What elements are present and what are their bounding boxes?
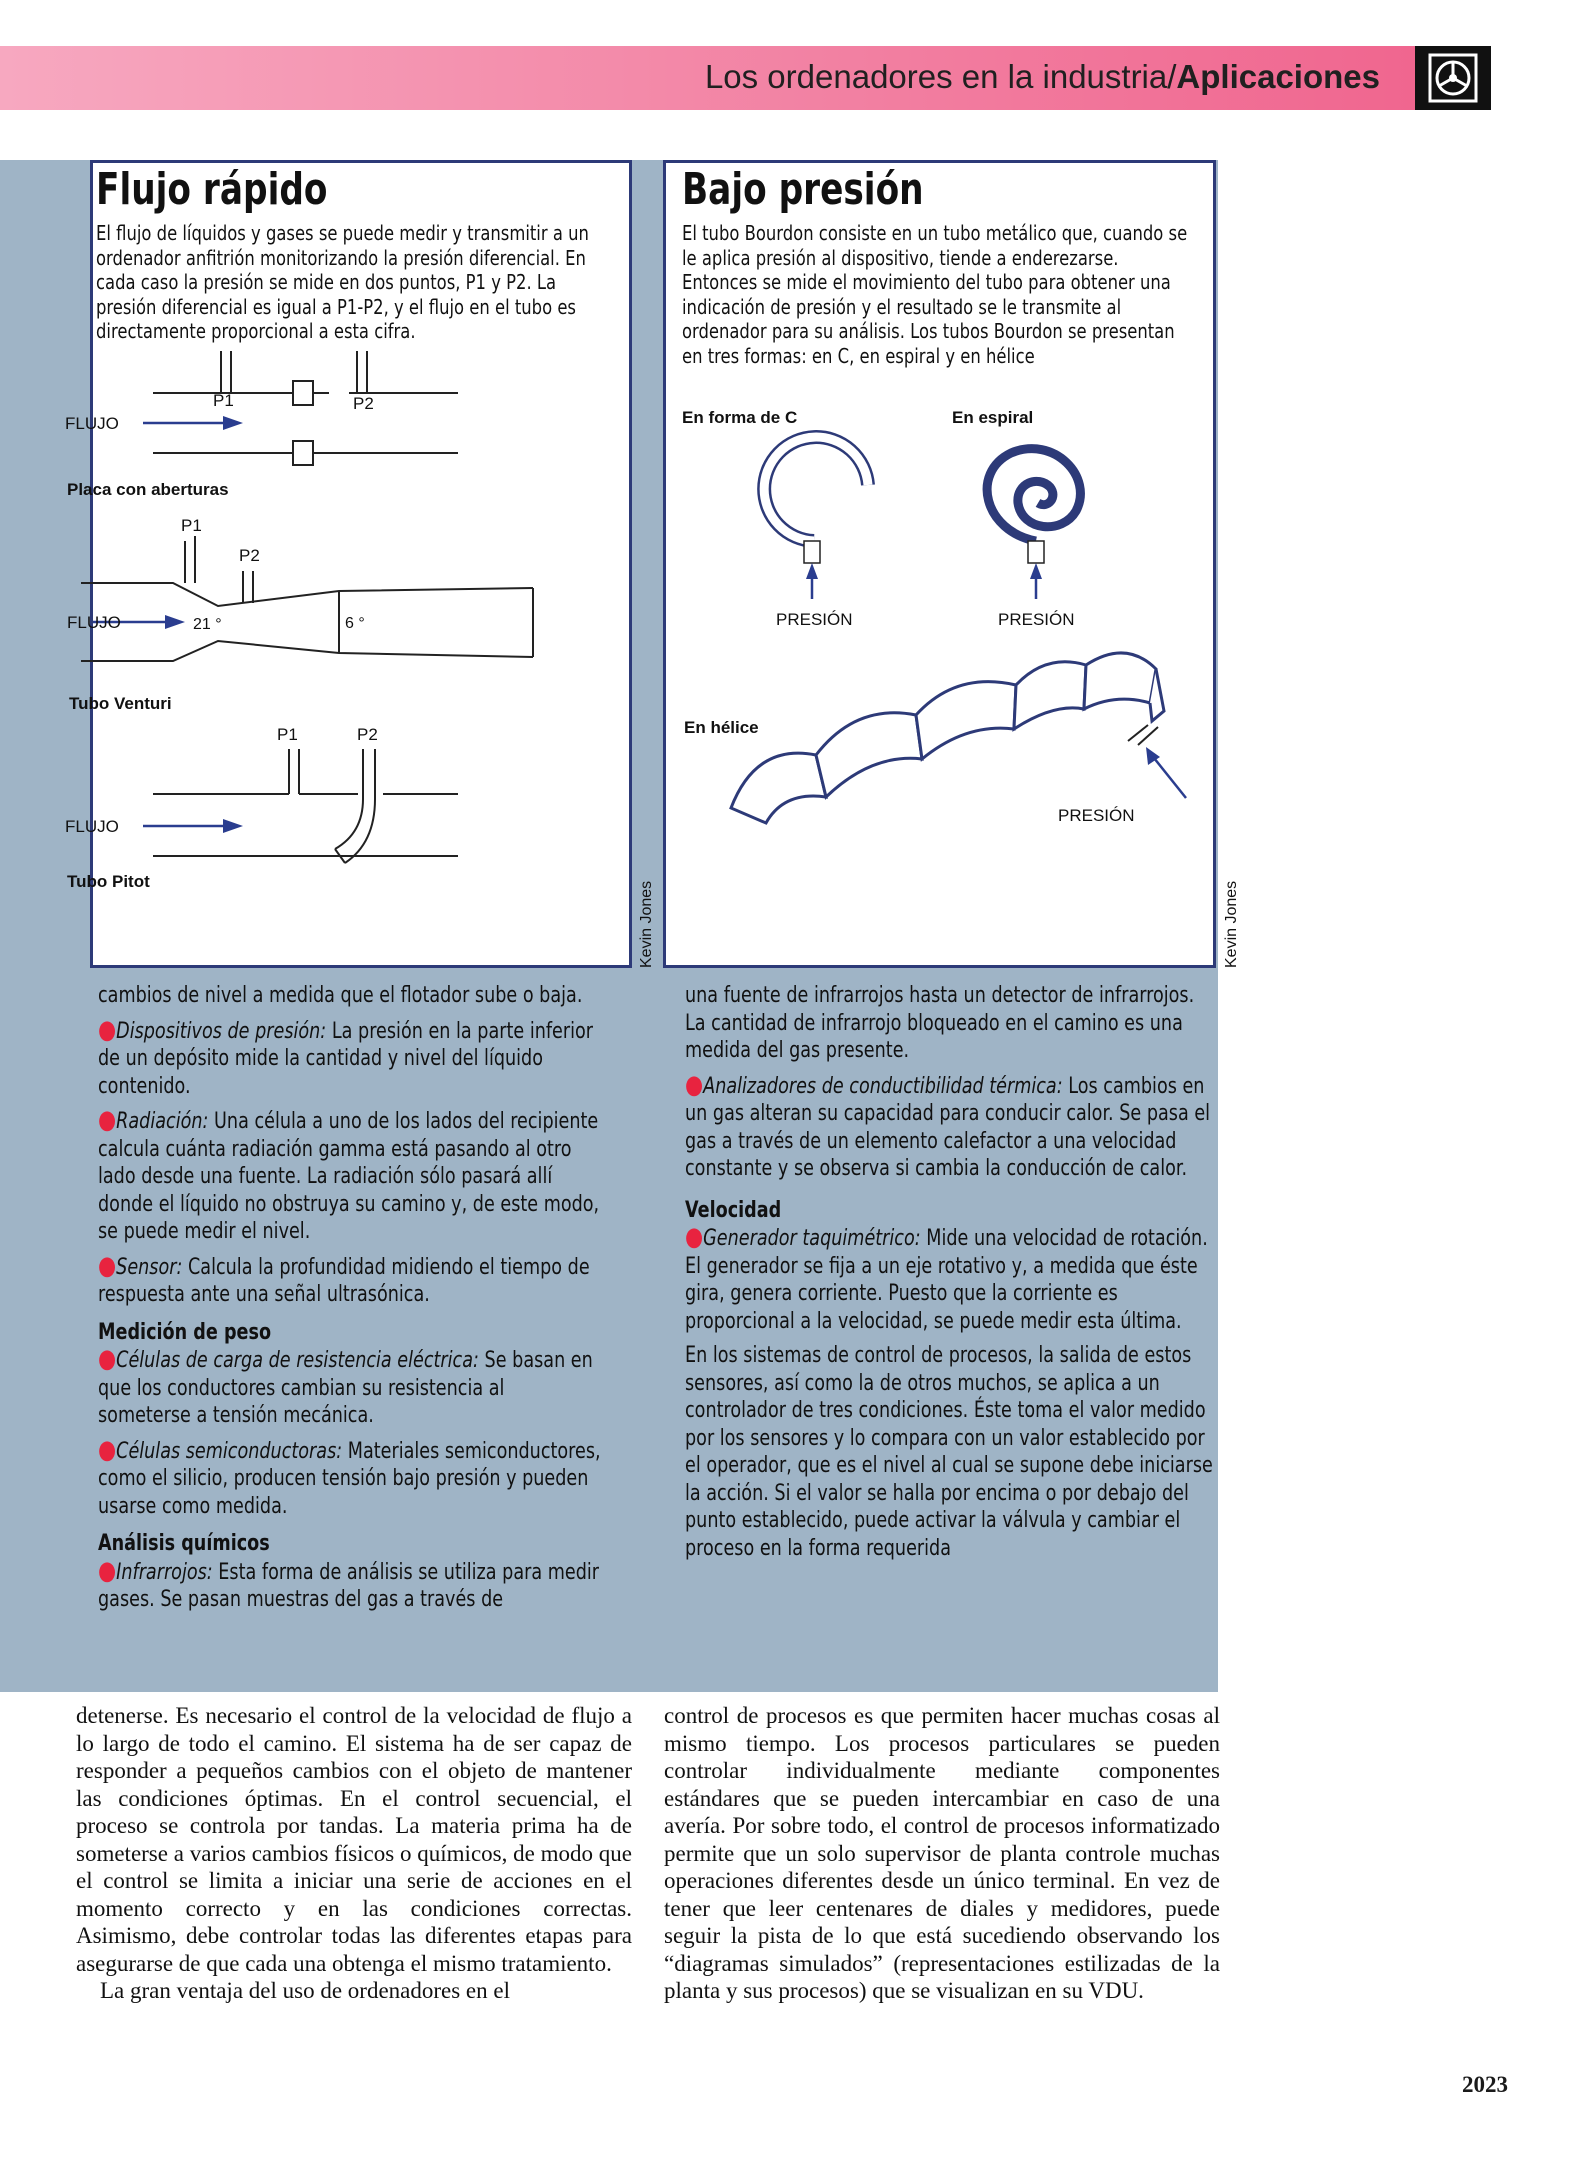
bullet-icon: ● bbox=[98, 1105, 117, 1135]
spiral-pressure: PRESIÓN bbox=[998, 610, 1075, 629]
pressure-box-body: El tubo Bourdon consiste en un tubo metálico que, cuando se le aplica presión al dispositivo, tiende a enderezarse. Entonces se mide el movimiento del tubo para obtener una indicación de presión y el resultado se le transmite al ordenador para su análisis. Los tubos Bourdon se presentan en tres formas: en C, en espiral y en hélice bbox=[682, 221, 1188, 368]
item-text: Calcula la profundidad midiendo el tiempo de respuesta ante una señal ultrasónica. bbox=[98, 1254, 590, 1307]
panel-left-column bbox=[98, 982, 602, 1621]
page-number: 2023 bbox=[1462, 2072, 1508, 2097]
flow-box-body: El flujo de líquidos y gases se puede medir y transmitir a un ordenador anfitrión monitorizando la presión diferencial. En cada caso la presión se mide en dos puntos, P1 y P2. La presión diferencial es igual a P1-P2, y el flujo en el tubo es directamente proporcional a esta cifra. bbox=[96, 221, 589, 344]
item-term: Células semiconductoras: bbox=[116, 1438, 343, 1464]
bullet-icon: ● bbox=[98, 1344, 117, 1374]
spiral-caption: En espiral bbox=[952, 408, 1034, 427]
list-item bbox=[98, 1014, 602, 1101]
item-term: Infrarrojos: bbox=[116, 1559, 213, 1585]
item-term: Radiación: bbox=[116, 1109, 209, 1134]
list-item bbox=[98, 1250, 602, 1309]
venturi-caption: Tubo Venturi bbox=[69, 694, 172, 713]
list-item bbox=[98, 1555, 602, 1614]
body-column-right bbox=[664, 1702, 1220, 2005]
section-category: Aplicaciones bbox=[1176, 58, 1380, 95]
panel-left-intro: cambios de nivel a medida que el flotador sube o baja. bbox=[98, 983, 583, 1008]
bourdon-diagrams bbox=[666, 403, 1213, 923]
speed-heading: Velocidad bbox=[685, 1197, 782, 1223]
right-box-credit: Kevin Jones bbox=[1223, 880, 1240, 968]
section-header bbox=[705, 58, 1380, 96]
orifice-p1: P1 bbox=[213, 391, 234, 410]
item-term: Sensor: bbox=[116, 1254, 183, 1280]
panel-right-intro: una fuente de infrarrojos hasta un detector de infrarrojos. La cantidad de infrarrojo bloqueado en el camino es una medida del gas presente. bbox=[685, 983, 1195, 1063]
bullet-icon: ● bbox=[98, 1555, 117, 1586]
item-text: Esta forma de análisis se utiliza para medir gases. Se pasan muestras del gas a través de bbox=[98, 1559, 599, 1612]
list-item bbox=[98, 1434, 602, 1521]
bullet-icon: ● bbox=[98, 1250, 117, 1281]
orifice-p2: P2 bbox=[353, 394, 374, 413]
item-term: Dispositivos de presión: bbox=[116, 1018, 327, 1044]
item-term: Generador taquimétrico: bbox=[703, 1226, 921, 1251]
pressure-box bbox=[663, 160, 1216, 968]
orifice-diagram bbox=[143, 351, 458, 465]
flow-box bbox=[65, 160, 632, 968]
list-item bbox=[98, 1107, 602, 1246]
item-text: Mide una velocidad de rotación. El generador se fija a un eje rotativo y, a medida que éste gira, genera corriente. Puesto que la corriente es proporcional a la velocidad, se puede medir esta última. bbox=[685, 1226, 1208, 1334]
bullet-icon: ● bbox=[98, 1434, 117, 1465]
helix-tube bbox=[731, 653, 1164, 823]
bullet-icon: ● bbox=[685, 1069, 704, 1100]
list-item bbox=[98, 1346, 602, 1430]
item-text: Materiales semiconductores, como el silicio, producen tensión bajo presión y pueden usarse como medida. bbox=[98, 1438, 601, 1519]
spiral-tube bbox=[987, 449, 1080, 563]
bullet-icon: ● bbox=[98, 1014, 117, 1045]
body-paragraph: La gran ventaja del uso de ordenadores en el bbox=[100, 1978, 510, 2003]
venturi-p2: P2 bbox=[239, 546, 260, 565]
list-item bbox=[685, 1069, 1213, 1183]
helix-caption: En hélice bbox=[684, 718, 759, 737]
body-paragraph: control de procesos es que permiten hacer muchas cosas al mismo tiempo. Los procesos particulares se pueden controlar individualmente mediante componentes estándares que se pueden intercambiar en caso de una avería. Por sobre todo, el control de procesos informatizado permite que un solo supervisor de planta controle muchas operaciones diferentes desde un único terminal. En vez de tener que leer centenares de diales y medidores, puede seguir la pista de lo que está sucediendo observando los “diagramas simulados” (representaciones estilizadas de la planta y sus procesos) que se visualizan en su VDU. bbox=[664, 1703, 1220, 2003]
flow-box-title: Flujo rápido bbox=[96, 164, 328, 215]
c-shape-caption: En forma de C bbox=[682, 408, 798, 427]
c-shape-tube bbox=[764, 437, 868, 563]
list-item bbox=[685, 1224, 1213, 1335]
steering-wheel-icon bbox=[1427, 52, 1479, 104]
bullet-icon: ● bbox=[685, 1222, 704, 1252]
orifice-flow-label: FLUJO bbox=[65, 414, 119, 433]
item-text: Los cambios en un gas alteran su capacidad para conducir calor. Se pasa el gas a través de un elemento calefactor a una velocidad constante y se observa si cambia la conducción de calor. bbox=[685, 1073, 1211, 1181]
pitot-diagram bbox=[143, 749, 458, 863]
pressure-box-title: Bajo presión bbox=[682, 164, 924, 215]
series-logo bbox=[1415, 46, 1491, 110]
venturi-diagram bbox=[81, 536, 533, 661]
venturi-angle-out: 6 ° bbox=[345, 615, 365, 632]
pitot-flow-label: FLUJO bbox=[65, 817, 119, 836]
helix-pressure: PRESIÓN bbox=[1058, 806, 1135, 825]
venturi-flow-label: FLUJO bbox=[67, 613, 121, 632]
flow-diagrams bbox=[65, 371, 629, 931]
orifice-caption: Placa con aberturas bbox=[67, 480, 229, 499]
pitot-p2: P2 bbox=[357, 725, 378, 744]
pitot-caption: Tubo Pitot bbox=[67, 872, 150, 891]
panel-right-closing: En los sistemas de control de procesos, la salida de estos sensores, así como la de otros muchos, se aplica a un controlador de tres condiciones. Éste toma el valor medido por los sensores y lo compara con un valor establecido por el operador, que es el nivel al cual se supone debe iniciarse la acción. Si el valor se halla por encima o por debajo del punto establecido, puede activar la válvula y cambiar el proceso en la forma requerida bbox=[685, 1343, 1213, 1561]
venturi-angle-in: 21 ° bbox=[193, 616, 222, 633]
weight-heading: Medición de peso bbox=[98, 1319, 272, 1345]
item-text: La presión en la parte inferior de un depósito mide la cantidad y nivel del líquido contenido. bbox=[98, 1018, 594, 1099]
item-text: Una célula a uno de los lados del recipiente calcula cuánta radiación gamma está pasando al otro lado desde una fuente. La radiación sólo pasará allí donde el líquido no obstruya su camino y, de este modo, se puede medir el nivel. bbox=[98, 1109, 600, 1244]
pitot-p1: P1 bbox=[277, 725, 298, 744]
c-shape-pressure: PRESIÓN bbox=[776, 610, 853, 629]
item-term: Analizadores de conductibilidad térmica: bbox=[703, 1073, 1063, 1099]
venturi-p1: P1 bbox=[181, 516, 202, 535]
body-column-left bbox=[76, 1702, 632, 2005]
section-title: Los ordenadores en la industria/ bbox=[704, 58, 1177, 95]
body-paragraph: detenerse. Es necesario el control de la velocidad de flujo a lo largo de todo el camino. El sistema ha de ser capaz de responder a pequeños cambios con el objeto de mantener las condiciones óptimas. En el control secuencial, el proceso se controla por tandas. La materia prima ha de someterse a varios cambios físicos o químicos, de modo que el control se limita a iniciar una serie de acciones en el momento correcto y en las condiciones correctas. Asimismo, debe controlar todas las diferentes etapas para asegurarse de que cada una obtenga el mismo tratamiento. bbox=[76, 1703, 632, 1976]
panel-right-column bbox=[685, 982, 1213, 1569]
chem-heading: Análisis químicos bbox=[98, 1531, 270, 1556]
item-term: Células de carga de resistencia eléctrica: bbox=[116, 1348, 479, 1373]
left-box-credit: Kevin Jones bbox=[638, 880, 655, 968]
item-text: Se basan en que los conductores cambian su resistencia al someterse a tensión mecánica. bbox=[98, 1348, 593, 1428]
